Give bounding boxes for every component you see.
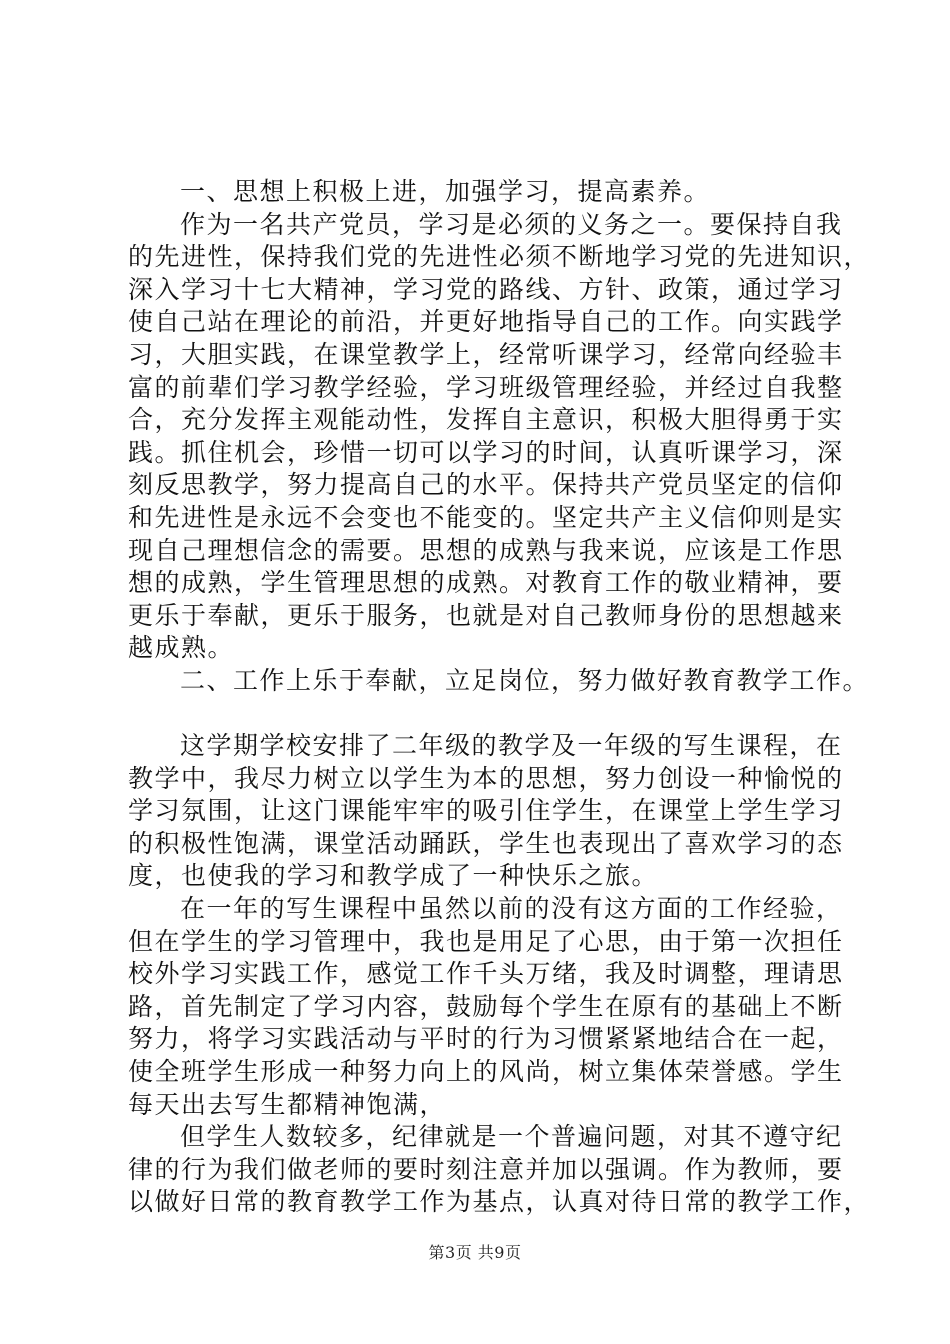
text-line: 使自己站在理论的前沿，并更好地指导自己的工作。向实践学 <box>128 307 844 337</box>
text-line: 但学生人数较多，纪律就是一个普遍问题，对其不遵守纪 <box>180 1122 843 1152</box>
text-line: 的积极性饱满，课堂活动踊跃，学生也表现出了喜欢学习的态 <box>128 828 844 858</box>
text-line: 学习氛围，让这门课能牢牢的吸引住学生，在课堂上学生学习 <box>128 796 844 826</box>
text-line: 路，首先制定了学习内容，鼓励每个学生在原有的基础上不断 <box>128 991 844 1021</box>
text-line: 以做好日常的教育教学工作为基点，认真对待日常的教学工作， <box>128 1187 871 1217</box>
text-line: 富的前辈们学习教学经验，学习班级管理经验，并经过自我整 <box>128 372 844 402</box>
text-line: 律的行为我们做老师的要时刻注意并加以强调。作为教师，要 <box>128 1154 844 1184</box>
text-line: 度，也使我的学习和教学成了一种快乐之旅。 <box>128 861 659 891</box>
text-line: 这学期学校安排了二年级的教学及一年级的写生课程，在 <box>180 731 843 761</box>
page-footer: 第3页 共9页 <box>428 1243 522 1262</box>
text-line: 习，大胆实践，在课堂教学上，经常听课学习，经常向经验丰 <box>128 339 844 369</box>
text-line: 二、工作上乐于奉献，立足岗位，努力做好教育教学工作。 <box>180 665 870 695</box>
text-line: 更乐于奉献，更乐于服务，也就是对自己教师身份的思想越来 <box>128 600 844 630</box>
text-line: 在一年的写生课程中虽然以前的没有这方面的工作经验， <box>180 894 843 924</box>
text-line: 想的成熟，学生管理思想的成熟。对教育工作的敬业精神，要 <box>128 568 844 598</box>
text-line: 的先进性，保持我们党的先进性必须不断地学习党的先进知识， <box>128 242 871 272</box>
text-line: 校外学习实践工作，感觉工作千头万绪，我及时调整，理请思 <box>128 959 844 989</box>
text-line: 深入学习十七大精神，学习党的路线、方针、政策，通过学习 <box>128 274 844 304</box>
text-line: 努力，将学习实践活动与平时的行为习惯紧紧地结合在一起， <box>128 1024 844 1054</box>
text-line: 使全班学生形成一种努力向上的风尚，树立集体荣誉感。学生 <box>128 1057 844 1087</box>
text-line: 但在学生的学习管理中，我也是用足了心思，由于第一次担任 <box>128 926 844 956</box>
text-line: 践。抓住机会，珍惜一切可以学习的时间，认真听课学习，深 <box>128 437 844 467</box>
text-line: 现自己理想信念的需要。思想的成熟与我来说，应该是工作思 <box>128 535 844 565</box>
text-line: 越成熟。 <box>128 633 235 663</box>
text-line: 和先进性是永远不会变也不能变的。坚定共产主义信仰则是实 <box>128 502 844 532</box>
text-line: 刻反思教学，努力提高自己的水平。保持共产党员坚定的信仰 <box>128 470 844 500</box>
text-line: 每天出去写生都精神饱满， <box>128 1089 447 1119</box>
text-line: 一、思想上积极上进，加强学习，提高素养。 <box>180 177 711 206</box>
blank-line <box>128 698 834 731</box>
text-line: 合，充分发挥主观能动性，发挥自主意识，积极大胆得勇于实 <box>128 405 844 435</box>
document-body <box>128 176 871 1219</box>
text-line: 作为一名共产党员，学习是必须的义务之一。要保持自我 <box>180 209 843 239</box>
text-line: 教学中，我尽力树立以学生为本的思想，努力创设一种愉悦的 <box>128 763 844 793</box>
